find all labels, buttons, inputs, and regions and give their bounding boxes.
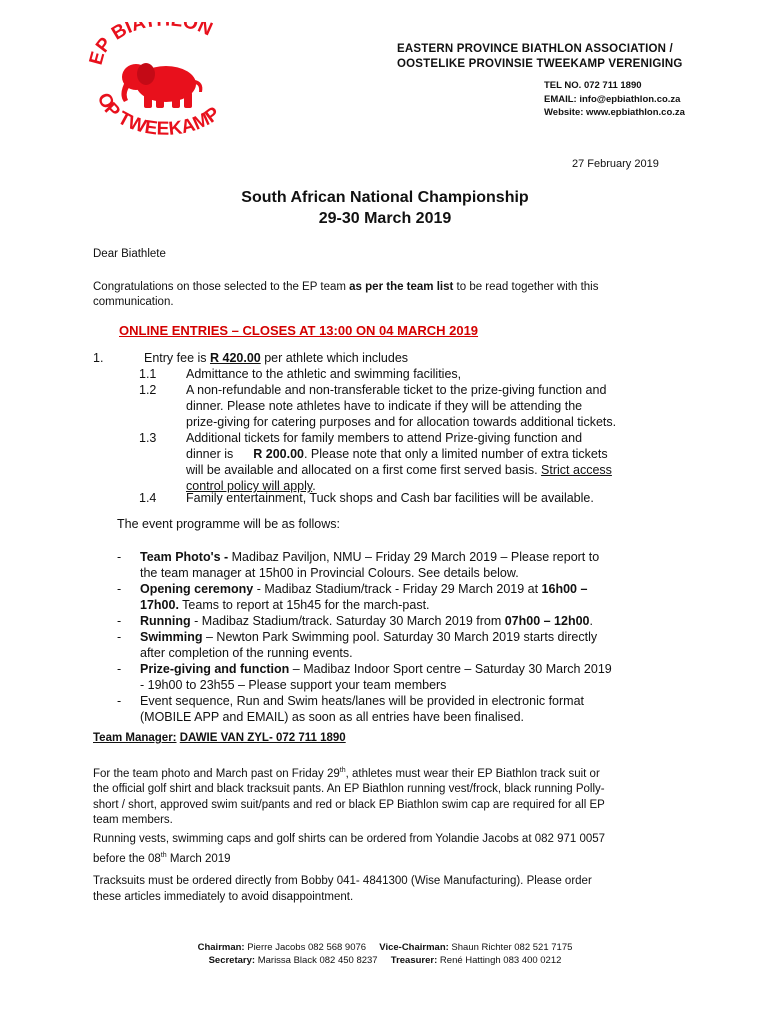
programme-item-title: Running <box>140 614 191 628</box>
logo <box>80 22 245 142</box>
subitem-line: prize-giving for catering purposes and for allocation towards additional tickets. <box>186 415 617 429</box>
paragraph-line: Running vests, swimming caps and golf shirts can be ordered from Yolandie Jacobs at 082 971 0057 <box>93 833 606 845</box>
subitem-line <box>186 446 686 462</box>
contact-email: EMAIL: info@epbiathlon.co.za <box>544 93 681 105</box>
bullet-dash: - <box>117 662 122 676</box>
subitem-text: Admittance to the athletic and swimming facilities, <box>186 367 462 381</box>
chairman-label: Chairman: <box>197 942 245 953</box>
entry-fee-line <box>144 350 408 366</box>
paragraph-line: Tracksuits must be ordered directly from Bobby 041- 4841300 (Wise Manufacturing). Please order <box>93 875 592 887</box>
paragraph-text: For the team photo and March past on Friday 29 <box>93 767 340 780</box>
chairman-value: Pierre Jacobs 082 568 9076 <box>244 942 367 953</box>
bullet-dash: - <box>117 550 122 564</box>
programme-item <box>140 613 685 629</box>
programme-item-time: 16h00 – <box>541 582 588 596</box>
programme-item-text: Teams to report at 15h45 for the march-past. <box>178 598 430 612</box>
intro-bold: as per the team list <box>349 281 454 293</box>
subitem-line: dinner. Please note athletes have to indicate if they will be attending the <box>186 399 583 413</box>
programme-item-title: Prize-giving and function <box>140 662 290 676</box>
subitem-text <box>186 430 686 494</box>
subitem-number: 1.4 <box>139 491 157 505</box>
subitem-line: Additional tickets for family members to attend Prize-giving function and <box>186 431 583 445</box>
vice-chairman-label: Vice-Chairman: <box>379 942 449 953</box>
online-entries-heading: ONLINE ENTRIES – CLOSES AT 13:00 ON 04 MARCH 2019 <box>119 323 479 338</box>
subitem-text: Family entertainment, Tuck shops and Cash bar facilities will be available. <box>186 491 594 505</box>
letter-date: 27 February 2019 <box>572 158 659 170</box>
dinner-text-end: . Please note that only a limited number of extra tickets <box>303 447 608 461</box>
programme-item-text: - Madibaz Stadium/track - Friday 29 March 2019 at <box>253 582 542 596</box>
logo-bottom-text: OP TWEEKAMP <box>92 90 225 140</box>
association-name-afrikaans: OOSTELIKE PROVINSIE TWEEKAMP VERENIGING <box>397 58 683 70</box>
bullet-dash: - <box>117 630 122 644</box>
team-manager-value: DAWIE VAN ZYL- 072 711 1890 <box>179 732 346 744</box>
programme-item-text: – Newton Park Swimming pool. Saturday 30 March 2019 starts directly <box>202 630 598 644</box>
access-policy-text: Strict access <box>541 463 612 477</box>
contact-tel: TEL NO. 072 711 1890 <box>544 80 642 91</box>
access-policy-text: control policy will apply <box>186 479 313 493</box>
programme-item <box>140 549 685 581</box>
programme-item <box>140 581 685 613</box>
programme-item-title: Team Photo's - <box>140 550 229 564</box>
subitem-number: 1.2 <box>139 383 157 397</box>
programme-item-time: 17h00. <box>140 598 179 612</box>
entry-fee-amount: R 420.00 <box>210 351 261 365</box>
programme-item-text: (MOBILE APP and EMAIL) as soon as all entries have been finalised. <box>140 710 525 724</box>
programme-item-text: - 19h00 to 23h55 – Please support your team members <box>140 678 447 692</box>
title-line2: 29-30 March 2019 <box>318 210 452 227</box>
programme-item-text: Event sequence, Run and Swim heats/lanes will be provided in electronic format <box>140 694 584 708</box>
intro-paragraph <box>93 280 683 310</box>
bullet-dash: - <box>117 694 122 708</box>
superscript: th <box>339 767 346 774</box>
paragraph-line: the official golf shirt and black tracksuit pants. An EP Biathlon running vest/frock, black running Polly- <box>93 783 605 796</box>
logo-top-text: EP BIA ON <box>85 22 216 68</box>
programme-item-text: the team manager at 15h00 in Provincial Colours. See details below. <box>140 566 519 580</box>
subitem-number: 1.3 <box>139 431 157 445</box>
programme-item-text: after completion of the running events. <box>140 646 353 660</box>
page-title <box>0 187 770 229</box>
team-manager <box>93 732 346 744</box>
programme-item-text: Madibaz Paviljon, NMU – Friday 29 March 2019 – Please report to <box>228 550 600 564</box>
treasurer-label: Treasurer: <box>390 955 438 966</box>
footer-line2 <box>0 954 770 967</box>
salutation: Dear Biathlete <box>93 248 166 260</box>
programme-item-time: 07h00 – 12h00 <box>504 614 590 628</box>
dinner-amount: R 200.00 <box>253 447 304 461</box>
logo-graphic <box>80 22 245 142</box>
footer-line1 <box>0 941 770 954</box>
association-name-english: EASTERN PROVINCE BIATHLON ASSOCIATION / <box>397 43 673 55</box>
entry-fee-text: Entry fee is <box>144 351 210 365</box>
vests-paragraph <box>93 832 683 867</box>
superscript: th <box>160 851 167 859</box>
programme-item-end: . <box>589 614 593 628</box>
intro-text-end: to be read together with this <box>453 281 599 293</box>
paragraph-line: team members. <box>93 814 173 827</box>
subitem-line: A non-refundable and non-transferable ticket to the prize-giving function and <box>186 383 607 397</box>
programme-item <box>140 661 685 693</box>
programme-item-text: – Madibaz Indoor Sport centre – Saturday 30 March 2019 <box>289 662 612 676</box>
contact-block <box>544 79 685 120</box>
paragraph-text: , athletes must wear their EP Biathlon track suit or <box>345 767 600 780</box>
team-manager-label: Team Manager: <box>93 732 177 744</box>
tracksuits-paragraph <box>93 874 683 905</box>
paragraph-text: before the 08 <box>93 852 161 865</box>
association-name <box>397 42 737 72</box>
secretary-value: Marissa Black 082 450 8237 <box>255 955 378 966</box>
intro-text: Congratulations on those selected to the EP team <box>93 281 350 293</box>
title-line1: South African National Championship <box>241 189 529 206</box>
paragraph-text: March 2019 <box>166 852 231 865</box>
subitem-line <box>186 462 686 478</box>
programme-item <box>140 693 685 725</box>
vice-chairman-value: Shaun Richter 082 521 7175 <box>448 942 573 953</box>
programme-item-text: - Madibaz Stadium/track. Saturday 30 March 2019 from <box>190 614 505 628</box>
treasurer-value: René Hattingh 083 400 0212 <box>437 955 562 966</box>
team-photo-paragraph <box>93 763 683 829</box>
item-number: 1. <box>93 351 104 365</box>
programme-item <box>140 629 685 661</box>
paragraph-line: these articles immediately to avoid disappointment. <box>93 890 354 903</box>
subitem-line-end: . <box>312 479 316 493</box>
programme-item-title: Opening ceremony <box>140 582 254 596</box>
subitem-text <box>186 382 686 430</box>
elephant-icon <box>121 63 202 108</box>
entry-fee-text-end: per athlete which includes <box>260 351 409 365</box>
subitem-number: 1.1 <box>139 367 157 381</box>
paragraph-line: short / short, approved swim suit/pants and red or black EP Biathlon swim cap are required for all EP <box>93 798 605 811</box>
programme-item-title: Swimming <box>140 630 203 644</box>
dinner-text: dinner is <box>186 447 234 461</box>
programme-intro: The event programme will be as follows: <box>117 517 341 531</box>
bullet-dash: - <box>117 582 122 596</box>
bullet-dash: - <box>117 614 122 628</box>
footer <box>0 941 770 967</box>
contact-website: Website: www.epbiathlon.co.za <box>544 107 685 118</box>
intro-line2: communication. <box>93 296 174 308</box>
subitem-line-text: will be available and allocated on a first come first served basis. <box>186 463 542 477</box>
secretary-label: Secretary: <box>208 955 256 966</box>
